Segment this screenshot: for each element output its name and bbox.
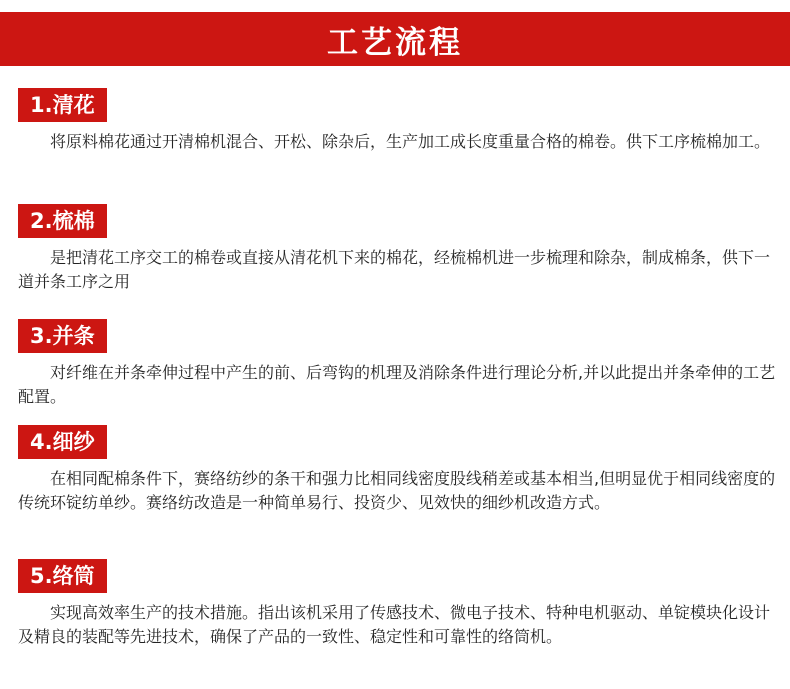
section-text-cleaning: 将原料棉花通过开清棉机混合、开松、除杂后，生产加工成长度重量合格的棉卷。供下工序梳棉加工。 [50,132,771,151]
section-heading-cleaning: 1.清花 [18,88,107,122]
section-text-drawing: 对纤维在并条牵伸过程中产生的前、后弯钩的机理及消除条件进行理论分析,并以此提出并条牵伸的工艺配置。 [18,363,776,406]
section-text-winding: 实现高效率生产的技术措施。指出该机采用了传感技术、微电子技术、特种电机驱动、单锭模块化设计及精良的装配等先进技术，确保了产品的一致性、稳定性和可靠性的络筒机。 [18,603,771,646]
section-heading-carding: 2.梳棉 [18,204,107,238]
section-cleaning [18,88,778,154]
section-heading-spinning: 4.细纱 [18,425,107,459]
section-drawing [18,319,778,409]
section-text-carding: 是把清花工序交工的棉卷或直接从清花机下来的棉花，经梳棉机进一步梳理和除杂，制成棉条，供下一道并条工序之用 [18,248,771,291]
section-spinning [18,425,778,515]
section-heading-drawing: 3.并条 [18,319,107,353]
page-title: 工艺流程 [327,24,463,61]
page-header [0,12,790,66]
section-heading-winding: 5.络筒 [18,559,107,593]
section-text-spinning: 在相同配棉条件下，赛络纺纱的条干和强力比相同线密度股线稍差或基本相当,但明显优于相同线密度的传统环锭纺单纱。赛络纺改造是一种简单易行、投资少、见效快的细纱机改造方式。 [18,469,776,512]
section-winding [18,559,778,649]
section-carding [18,204,778,294]
